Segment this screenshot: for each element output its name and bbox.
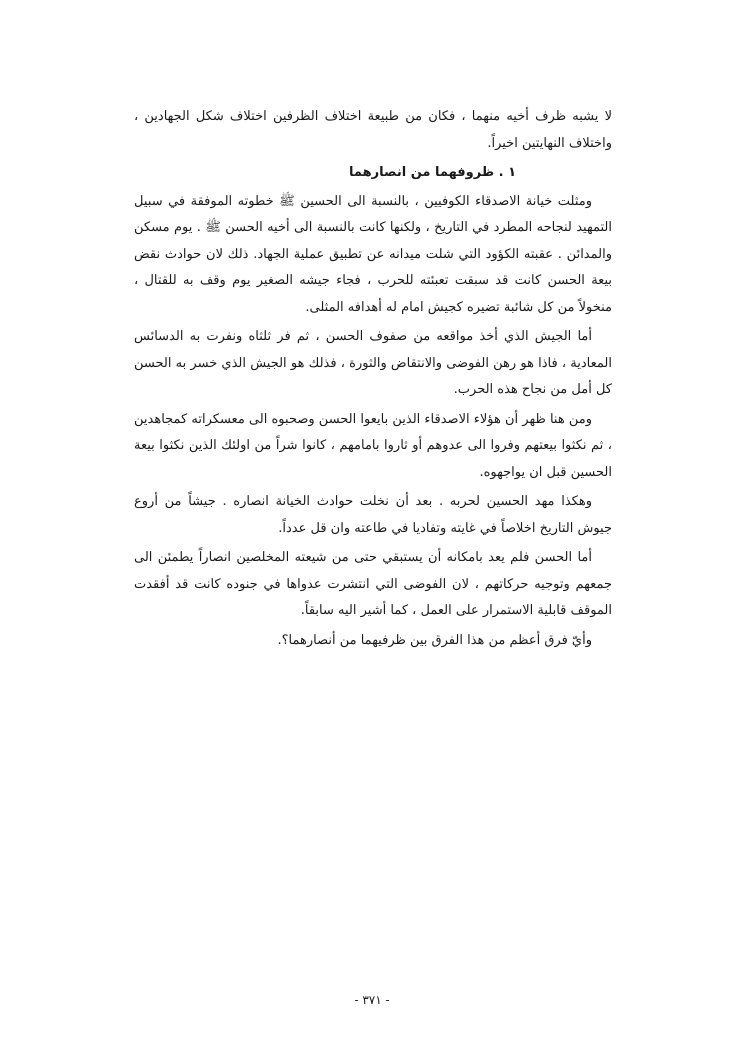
section-heading: ١ . ظروفهما من انصارهما: [349, 165, 516, 180]
paragraph: أما الجيش الذي أخذ مواقعه من صفوف الحسن ، ثم فر ثلثاه ونفرت به الدسائس المعادية ، فاذا هو رهن الفوضى والانتقاض والثورة ، فذلك هو الجيش الذي خسر به الحسن كل أمل من نجاح هذه الحرب.: [134, 329, 612, 397]
body-text: [134, 104, 612, 657]
paragraph: أما الحسن فلم يعد بامكانه أن يستبقي حتى من شيعته المخلصين انصاراً يطمئن الى جمعهم وتوجيه حركاتهم ، لان الفوضى التي انتشرت عدواها في جنوده كانت قد أفقدت الموقف قابلية الاستمرار على العمل ، كما أشير اليه سابقاً.: [134, 550, 612, 618]
paragraph: ومن هنا ظهر أن هؤلاء الاصدقاء الذين بايعوا الحسن وصحبوه الى معسكراته كمجاهدين ، ثم نكثوا بيعتهم وفروا الى عدوهم أو ثاروا بامامهم ، كانوا شراً من اولئك الذين نكثوا بيعة الحسين قبل ان يواجهوه.: [134, 411, 612, 480]
page-number: - ٣٧١ -: [354, 993, 390, 1007]
paragraph: وهكذا مهد الحسين لحربه . بعد أن نخلت حوادث الخيانة انصاره . جيشاً من أروع جيوش التاريخ اخلاصاً في غايته وتفاديا في طاعته وان قل عدداً.: [134, 494, 612, 536]
paragraph-continuation: لا يشبه ظرف أخيه منهما ، فكان من طبيعة اختلاف الظرفين اختلاف شكل الجهادين ، واختلاف النهايتين اخيراً.: [134, 109, 612, 151]
paragraph: وأيّ فرق أعظم من هذا الفرق بين ظرفيهما من أنصارهما؟.: [277, 632, 592, 648]
paragraph: ومثلت خيانة الاصدقاء الكوفيين ، بالنسبة الى الحسين ﷺ خطوته الموفقة في سبيل التمهيد لنجاحه المطرد في التاريخ ، ولكنها كانت بالنسبة الى أخيه الحسن ﷺ . يوم مسكن والمدائن . عقبته الكؤود التي شلت ميدانه عن تطبيق عملية الجهاد. ذلك لان حوادث نقض بيعة الحسن كانت قد سبقت تعبئته للحرب ، فجاء جيشه الصغير يوم وقف به للقتال ، منخولاً من كل شائبة تضيره كجيش امام له أهدافه المثلى.: [134, 193, 612, 315]
